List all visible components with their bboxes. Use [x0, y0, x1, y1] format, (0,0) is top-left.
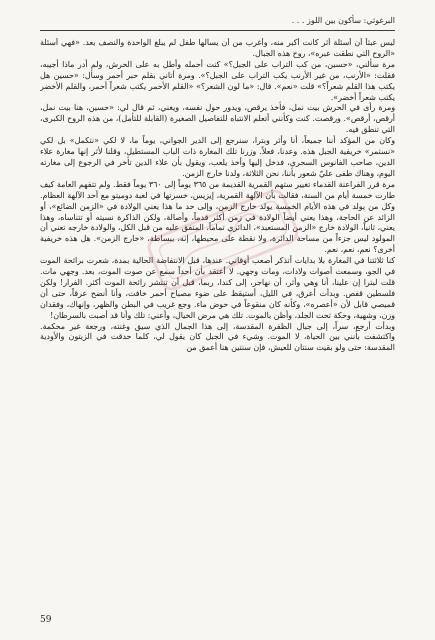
paragraph: ومرة رأى في الحرش بيت نمل، فأخذ يرقص، ويدور حول نفسه، ويغني، ثم قال لي: «حسين، هنا بيت نمل، أرقص، أرقص». ورقصت. كنت وكأنني أتعلم الانتباه للتفاصيل الصغيرة (القابلة للتأمل)، من هذه الروح الكبرى، التي تنطق فيه.	[40, 103, 395, 135]
paragraph: وبدأت أرجع، سراً، إلى جبال الظفرة المقدسة، إلى هذا الجمال الذي سيق وغنته، ورجعة غير محكمة. واكتشفت بأنني بين الحياة، لا الموت. وشيء في الجبل كان يقول لي، كلما حدقت في الزيتون والأودية المقدسة: حتى ولو بقيت سنتان للعيش، فإن سنتين هنا أعمق من	[40, 321, 395, 353]
body-text	[40, 38, 395, 608]
paragraph: كنا ثلاثتنا في المغارة بلا بدايات أتذكر أصعب أوقاتي. عندها، قبل الانتفاضة الحالية بمدة، شعرت برائحة الموت في الجو، وسمعت أصوات ولادات، ومات وجهي. لا أعتقد بأن أحداً سمع عن صوت الموت، بعد. وجهي مات. قلت لبترا إن علينا، أنا وهي وأثر، أن نهاجر، إلى كندا، ربما، قبل أن تنتشر رائحة الموت أكثر. الفرار! ولكن فلسطين قفص. وبدأت أعرق، في الليل، أستيقظ على ضوء مصباح أحمر خافت، وأنا أنضح عرقاً، حتى أن قميصي قابل لأن «أعصره»، وكأنه كان منقوعاً في حوض ماء. وجع غريب في البطن والظهر، وإنهاك، وفقدان وزن، وشهية، وحكة تحت الجلد، وأظن بالموت. تلك هي مرض الخيال، وأعني: تلك وأنا قد أصبت بالسرطان!	[40, 256, 395, 320]
running-header: البرغوثي: سأكون بين اللوز . . .	[291, 16, 395, 25]
paragraph: وكان من المؤكد أننا جميعاً، أنا وأثر وبترا، سنرجع إلى الدير الجواني، يوماً ما، لا لكي «نتكمل» بل لكي «نستمر» خريفية الجبل هذه. وعدنا، فعلاً. وزرنا تلك المغارة ذات الباب المستطيل، وقلنا لأثر إنها مغارة علاء الدين، صاحب الفانوس السحري، فدخل إليها وأخذ يلعب، ويقول بأن علاء الدين تأخر في الرجوع إلى مغارته اليوم، وهناك طفى عليّ شعور بأننا، نحن الثلاثة، ولدنا خارج الزمن.	[40, 136, 395, 178]
paragraph: ليس عبثاً أن أسئلة أثر كانت أكبر منه، وأغرب من أن يسألها طفل لم يبلغ الواحدة والنصف بعد. «فهي أسئلة «الروح التي نطقت عبره»، روح هذه الجبال.	[40, 38, 395, 58]
paragraph: مرة سألني، «حسين، من كب التراب على الجبل؟» كنت أحمله وأطل به على الحرش، ولم أدر ماذا أجيبه، فقلت: «الأرنب، من غير الأرنب يكب التراب على الجبل؟». ومرة أتاني بقلم حبر أحمر وسأل: «حسين هل يكتب هذا القلم شعراً؟» قلت «نعم». قال: «ما لون الشعر؟» «القلم الأحمر يكتب شعراً أحمر، والقلم الأخضر يكتب شعراً أخضر».	[40, 59, 395, 102]
header-rule	[40, 30, 395, 31]
page-number: 59	[40, 615, 52, 625]
paragraph: مرة قرر الفراعنة القدماء تغيير ستهم القمرية القديمة من ٣٦٥ يوماً إلى ٣٦٠ يوماً فقط. ولم تتفهم العامة كيف طارت خمسة أيام من السنة، فقالت بأن الآلهة القمرية، إيزيس، خسرتها في لعبة دوميتو مع أحد الآلهة العظام. وكل من يولد في هذه الأيام الخمسة يولد خارج الزمن، وإلى حد ما هذا يعني الولادة في «الزمن الضائع»، أو الزائد عن الحاجة، وهذا يعني أيضاً الولادة في زمن أكثر قدماً، وأصالة، ولكن الذاكرة نسيته أو تتناساه، وهذا يعني، ثانياً، الولادة خارج «الزمن المستعبد»، الدائري تماماً، المتفق عليه من قبل الكل، والولادة خارجه تعني أن المولود ليس جزءاً من مساحة الدائرة، ولا نقطة على محيطها، إنه، ببساطة، «خارج الزمن». هل هذه خريفية أخرى؟ نعم، نعم، نعم.	[40, 179, 395, 255]
